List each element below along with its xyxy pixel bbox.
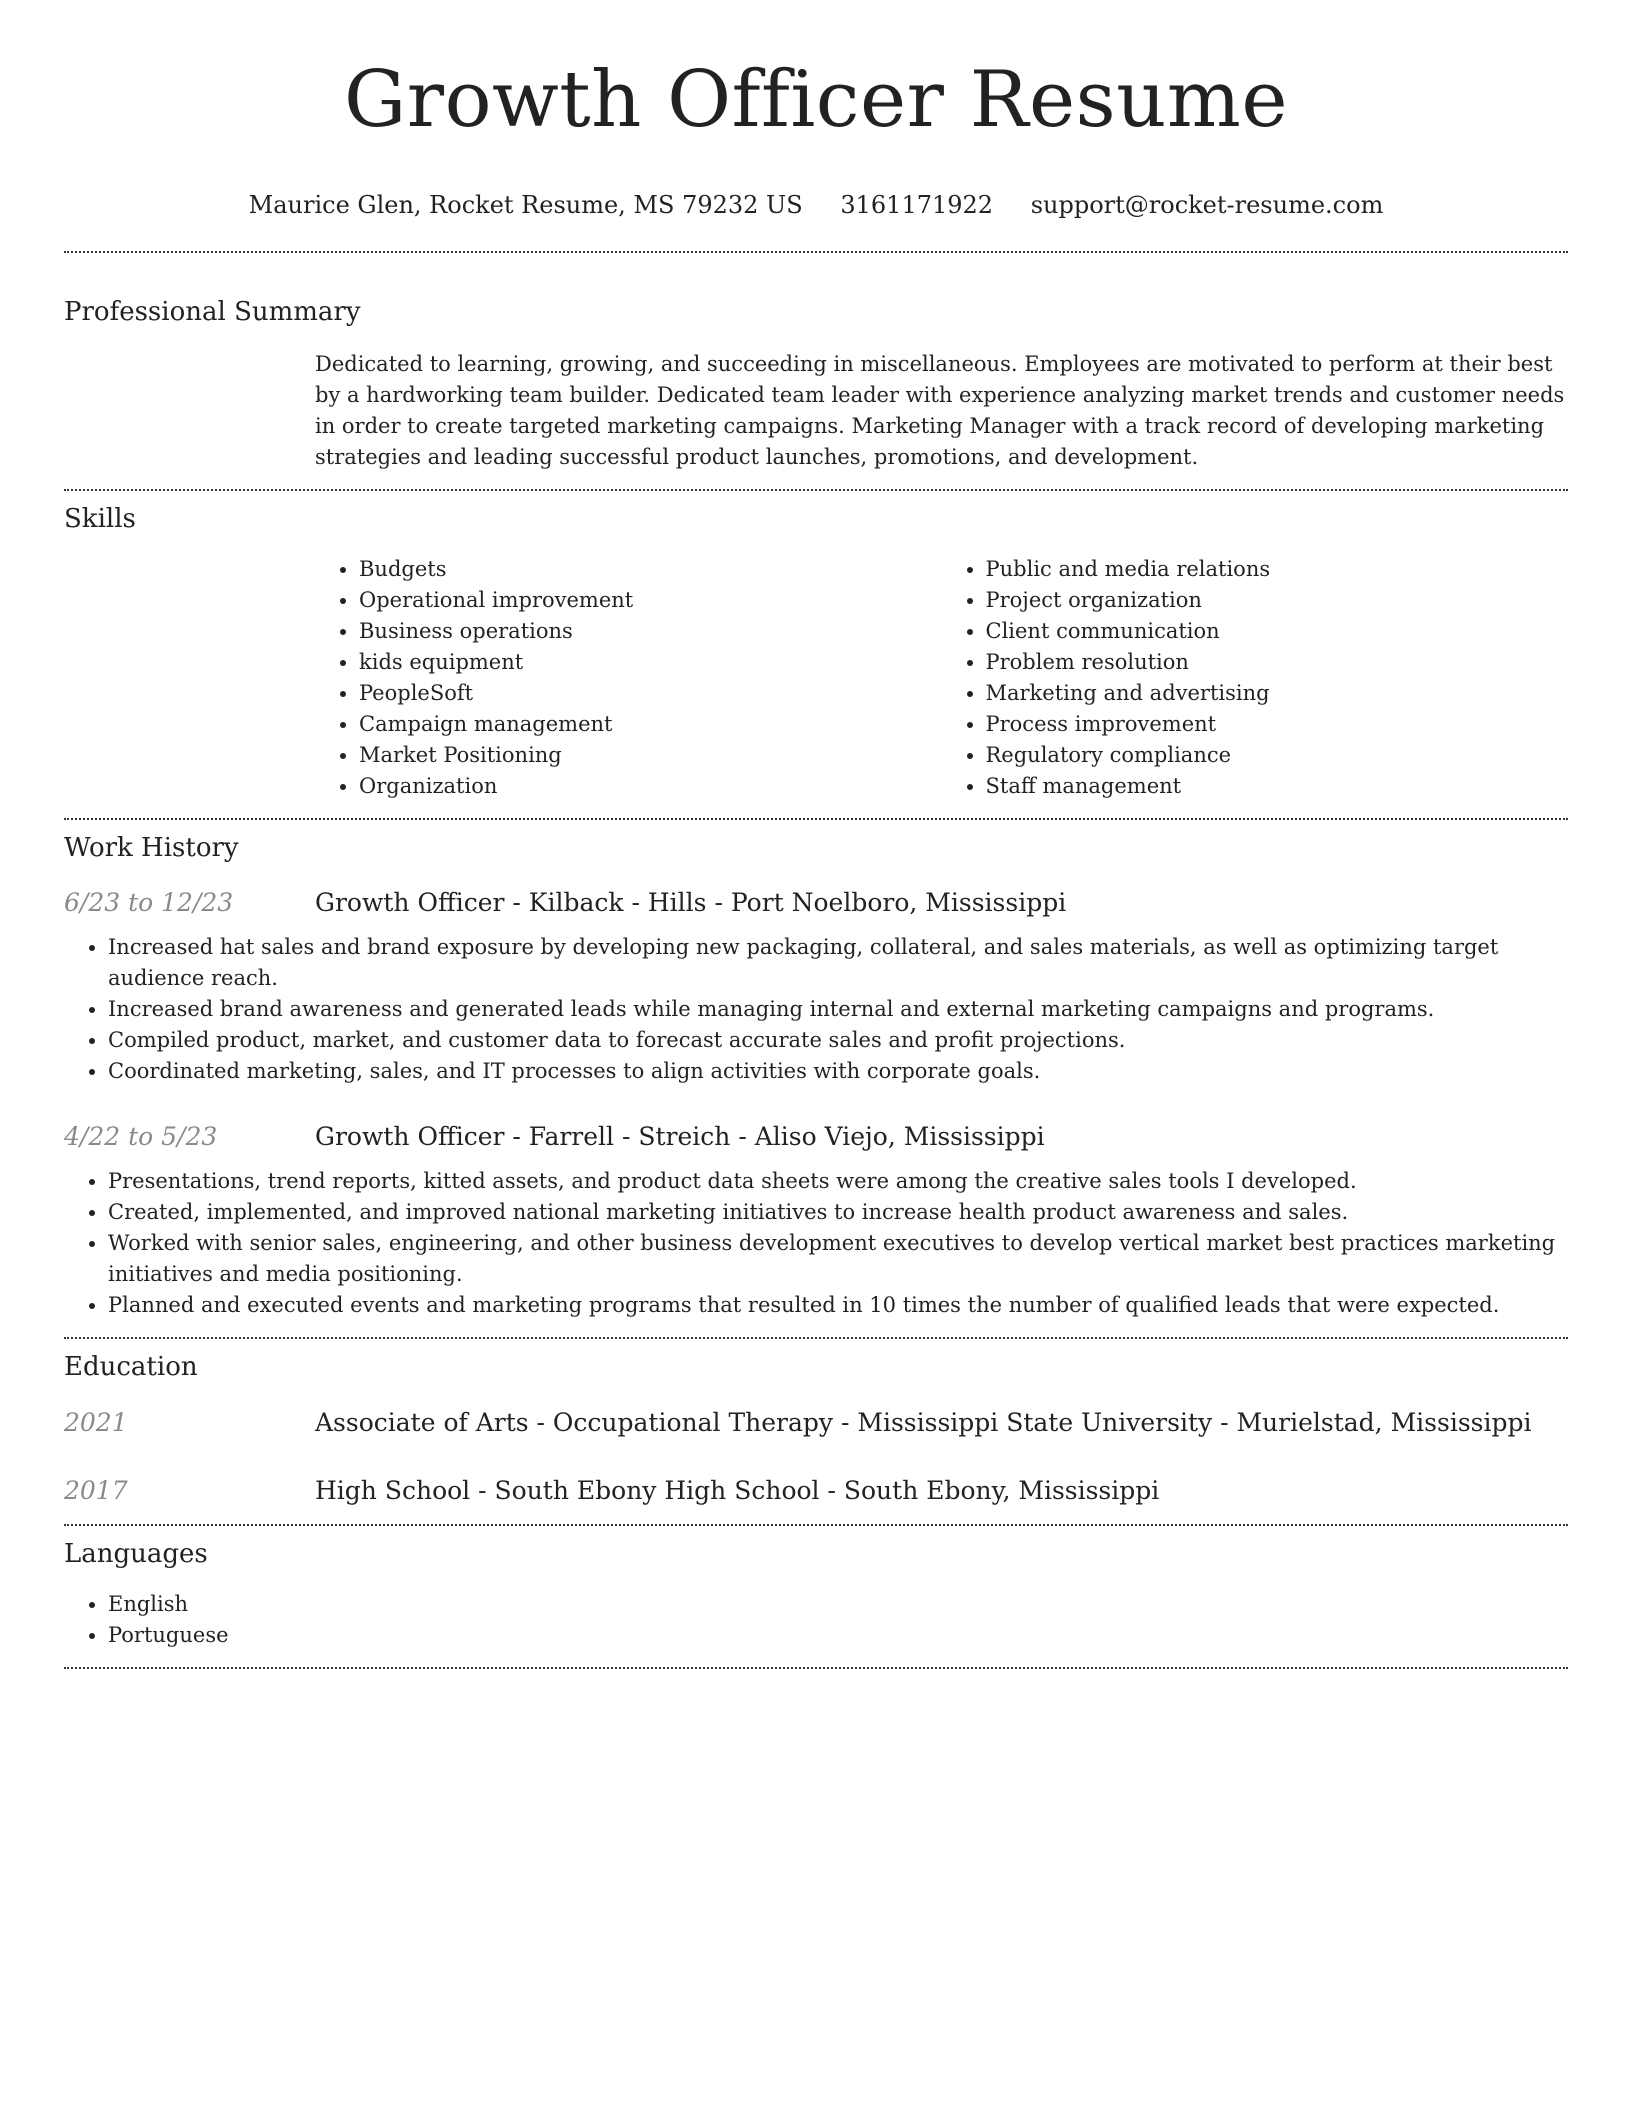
skill-item: • Process improvement: [986, 709, 1569, 740]
education-entry: [64, 1406, 1568, 1440]
job-dates: 6/23 to 12/23: [64, 888, 234, 917]
job-bullet: • Coordinated marketing, sales, and IT processes to align activities with corporate goals.: [108, 1056, 1568, 1087]
section-heading-skills: Skills: [64, 504, 136, 534]
skill-item: • Public and media relations: [986, 554, 1569, 585]
job-bullet: • Worked with senior sales, engineering, and other business development executives to develop vertical market best practices marketing initiatives and media positioning.: [108, 1228, 1568, 1290]
summary-text: Dedicated to learning, growing, and succeeding in miscellaneous. Employees are motivated to perform at their best by a hardworking team builder. Dedicated team leader with experience analyzing market trends and customer needs in order to create targeted marketing campaigns. Marketing Manager with a track record of developing marketing strategies and leading successful product launches, promotions, and development.: [315, 352, 1565, 469]
job-title: Growth Officer - Farrell - Streich - Aliso Viejo, Mississippi: [315, 1122, 1045, 1151]
job-header: [64, 886, 1568, 920]
skill-item: • Business operations: [359, 616, 942, 647]
job-bullet: • Presentations, trend reports, kitted assets, and product data sheets were among the creative sales tools I developed.: [108, 1166, 1568, 1197]
skills-list-right: [942, 554, 1569, 802]
language-item: • Portuguese: [108, 1620, 1568, 1651]
divider: [64, 489, 1568, 491]
language-item: • English: [108, 1589, 1568, 1620]
job-entry: [64, 1120, 1568, 1321]
education-section: [64, 1350, 1568, 1508]
skill-item: • kids equipment: [359, 647, 942, 678]
education-entry: [64, 1474, 1568, 1508]
contact-line: [64, 188, 1568, 222]
page-title: Growth Officer Resume: [343, 55, 1289, 145]
section-heading-languages: Languages: [64, 1539, 208, 1569]
divider: [64, 251, 1568, 253]
job-bullets: [64, 1166, 1568, 1321]
skill-item: • Organization: [359, 771, 942, 802]
education-year: 2017: [64, 1476, 128, 1505]
job-bullet: • Planned and executed events and marketing programs that resulted in 10 times the number of qualified leads that were expected.: [108, 1290, 1568, 1321]
job-bullet: • Compiled product, market, and customer data to forecast accurate sales and profit projections.: [108, 1025, 1568, 1056]
section-heading-education: Education: [64, 1352, 198, 1382]
summary-section: [64, 295, 1568, 473]
skill-item: • Operational improvement: [359, 585, 942, 616]
languages-list: [64, 1589, 1568, 1651]
languages-section: [64, 1537, 1568, 1651]
skill-item: • Marketing and advertising: [986, 678, 1569, 709]
work-section: [64, 831, 1568, 1321]
job-bullet: • Increased brand awareness and generated leads while managing internal and external marketing campaigns and programs.: [108, 994, 1568, 1025]
job-bullet: • Created, implemented, and improved national marketing initiatives to increase health product awareness and sales.: [108, 1197, 1568, 1228]
skills-section: [64, 502, 1568, 802]
divider: [64, 1667, 1568, 1669]
skills-grid: [315, 554, 1568, 802]
section-heading-work: Work History: [64, 833, 239, 863]
divider: [64, 1337, 1568, 1339]
section-heading-summary: Professional Summary: [64, 297, 361, 327]
skill-item: • Campaign management: [359, 709, 942, 740]
education-year: 2021: [64, 1408, 128, 1437]
education-title: Associate of Arts - Occupational Therapy - Mississippi State University - Murielstad, Mississippi: [315, 1408, 1532, 1437]
skill-item: • Market Positioning: [359, 740, 942, 771]
skill-item: • Budgets: [359, 554, 942, 585]
contact-address: Maurice Glen, Rocket Resume, MS 79232 US: [248, 191, 803, 219]
skill-item: • PeopleSoft: [359, 678, 942, 709]
job-entry: [64, 886, 1568, 1087]
job-dates: 4/22 to 5/23: [64, 1122, 218, 1151]
divider: [64, 1524, 1568, 1526]
job-bullets: [64, 932, 1568, 1087]
skill-item: • Regulatory compliance: [986, 740, 1569, 771]
skill-item: • Project organization: [986, 585, 1569, 616]
contact-phone: 3161171922: [840, 191, 994, 219]
job-header: [64, 1120, 1568, 1154]
skill-item: • Problem resolution: [986, 647, 1569, 678]
job-title: Growth Officer - Kilback - Hills - Port Noelboro, Mississippi: [315, 888, 1067, 917]
skill-item: • Staff management: [986, 771, 1569, 802]
skill-item: • Client communication: [986, 616, 1569, 647]
skills-list-left: [315, 554, 942, 802]
education-title: High School - South Ebony High School - South Ebony, Mississippi: [315, 1476, 1160, 1505]
job-bullet: • Increased hat sales and brand exposure by developing new packaging, collateral, and sales materials, as well as optimizing target audience reach.: [108, 932, 1568, 994]
contact-email: support@rocket-resume.com: [1030, 191, 1384, 219]
divider: [64, 818, 1568, 820]
